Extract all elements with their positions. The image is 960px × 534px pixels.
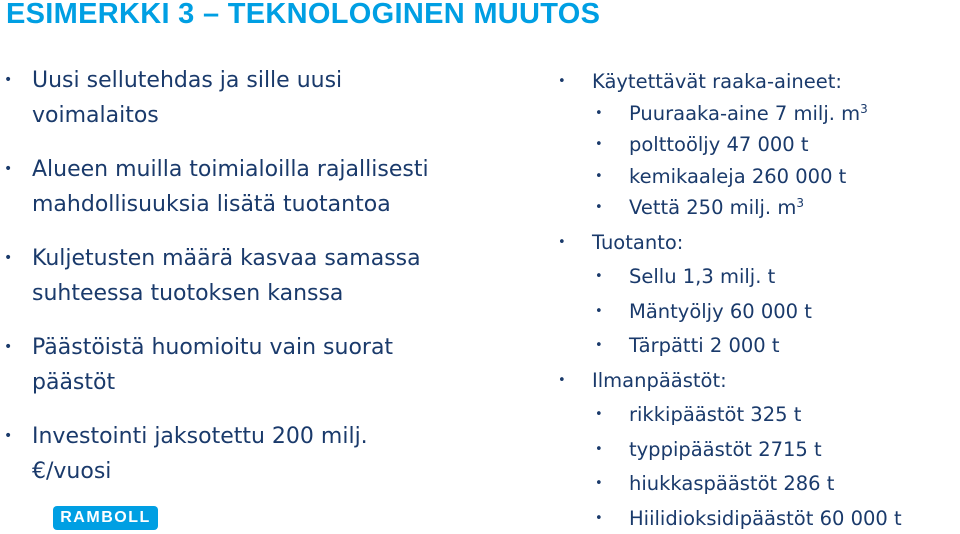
bullet-item: • Uusi sellutehdas ja sille uusi voimalaitos bbox=[0, 63, 540, 133]
bullet-dot-icon: • bbox=[4, 152, 12, 187]
bullet-dot-icon: • bbox=[595, 399, 603, 431]
bullet-dot-icon: • bbox=[595, 434, 603, 466]
bullet-item: • Päästöistä huomioitu vain suorat päästöt bbox=[0, 330, 540, 400]
bullet-item: • Kuljetusten määrä kasvaa samassa suhteessa tuotoksen kanssa bbox=[0, 241, 540, 311]
bullet-item: • Investointi jaksotettu 200 milj. €/vuosi bbox=[0, 419, 540, 489]
bullet-dot-icon: • bbox=[558, 227, 566, 259]
bullet-dot-icon: • bbox=[595, 296, 603, 328]
left-bullet-list bbox=[0, 63, 540, 508]
bullet-dot-icon: • bbox=[558, 365, 566, 397]
emissions-heading: • Ilmanpäästöt: bbox=[556, 365, 960, 397]
production-item: • Tärpätti 2 000 t bbox=[556, 330, 960, 362]
raw-materials-heading: • Käytettävät raaka-aineet: bbox=[556, 66, 960, 98]
ramboll-logo: RAMBOLL bbox=[53, 506, 158, 530]
bullet-dot-icon: • bbox=[595, 261, 603, 293]
bullet-dot-icon: • bbox=[4, 419, 12, 454]
emission-item: • hiukkaspäästöt 286 t bbox=[556, 468, 960, 500]
production-heading: • Tuotanto: bbox=[556, 227, 960, 259]
bullet-dot-icon: • bbox=[595, 98, 603, 130]
raw-material-item: • kemikaaleja 260 000 t bbox=[556, 161, 960, 193]
bullet-dot-icon: • bbox=[4, 63, 12, 98]
raw-material-item: • polttoöljy 47 000 t bbox=[556, 129, 960, 161]
bullet-dot-icon: • bbox=[4, 241, 12, 276]
bullet-dot-icon: • bbox=[595, 503, 603, 534]
bullet-dot-icon: • bbox=[595, 468, 603, 500]
bullet-dot-icon: • bbox=[595, 192, 603, 224]
raw-material-item: • Vettä 250 milj. $m^3$ bbox=[556, 192, 960, 224]
emission-item: • Hiilidioksidipäästöt 60 000 t bbox=[556, 503, 960, 534]
bullet-dot-icon: • bbox=[595, 330, 603, 362]
right-bullet-list bbox=[556, 66, 960, 534]
emission-item: • rikkipäästöt 325 t bbox=[556, 399, 960, 431]
slide-title: ESIMERKKI 3 – TEKNOLOGINEN MUUTOS bbox=[6, 0, 600, 31]
bullet-dot-icon: • bbox=[4, 330, 12, 365]
bullet-dot-icon: • bbox=[595, 161, 603, 193]
bullet-dot-icon: • bbox=[595, 129, 603, 161]
emission-item: • typpipäästöt 2715 t bbox=[556, 434, 960, 466]
production-item: • Mäntyöljy 60 000 t bbox=[556, 296, 960, 328]
raw-material-item: • Puuraaka-aine 7 milj. $m^3$ bbox=[556, 98, 960, 130]
bullet-item: • Alueen muilla toimialoilla rajallisesti mahdollisuuksia lisätä tuotantoa bbox=[0, 152, 540, 222]
production-item: • Sellu 1,3 milj. t bbox=[556, 261, 960, 293]
bullet-dot-icon: • bbox=[558, 66, 566, 98]
